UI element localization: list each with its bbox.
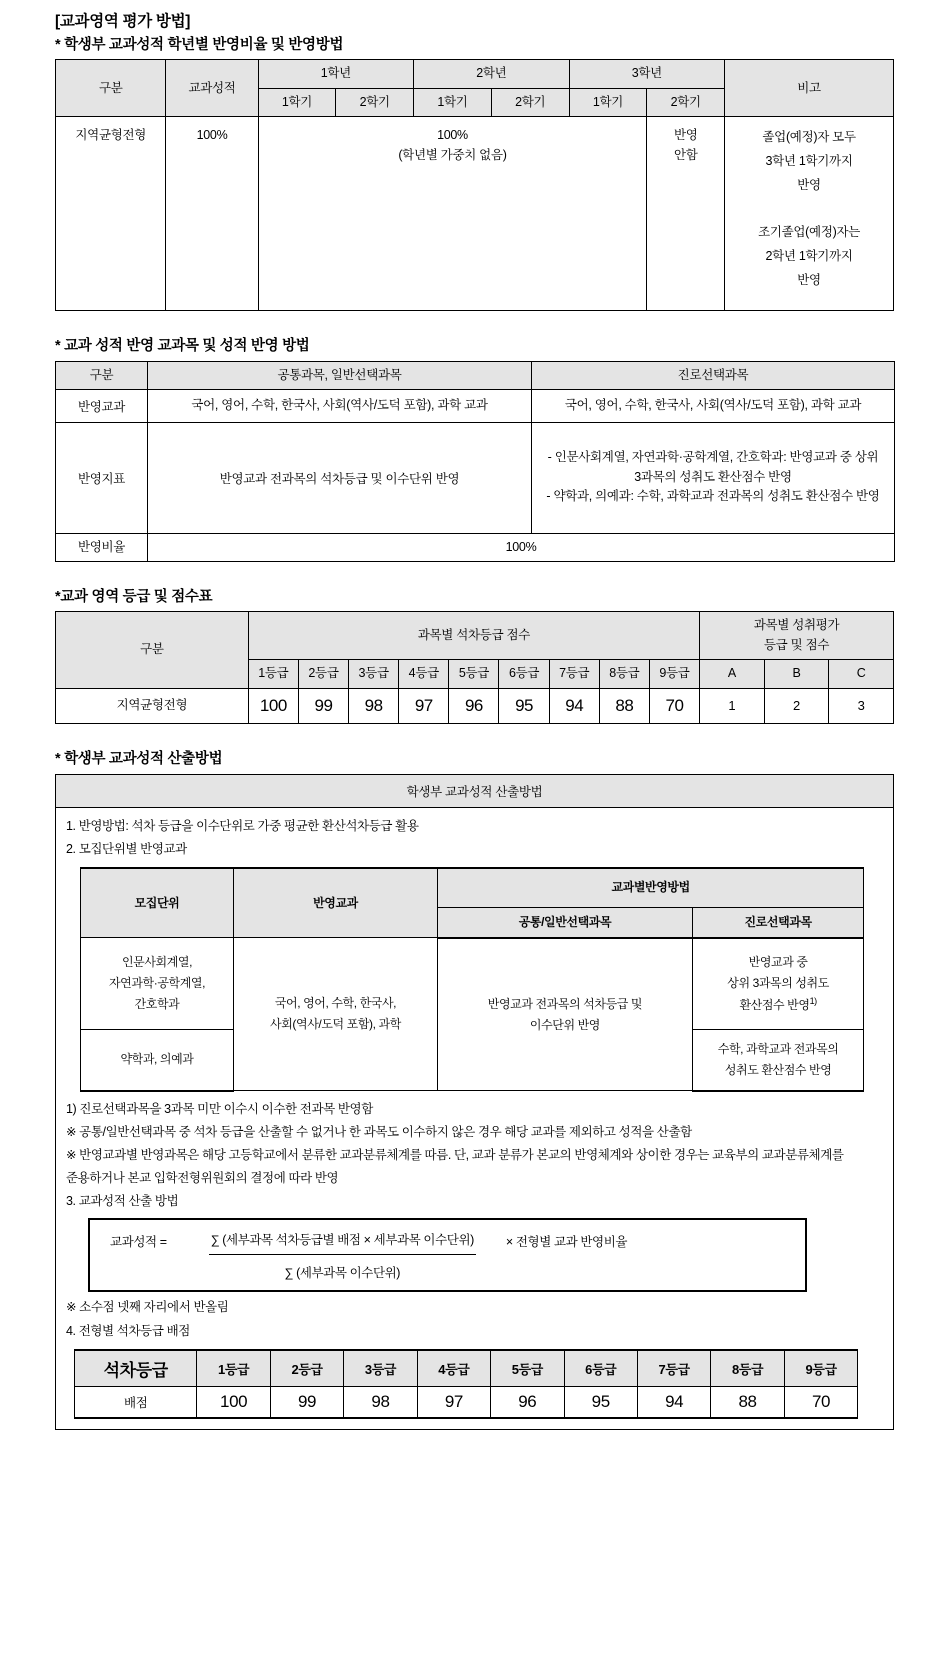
footnote-2: ※ 공통/일반선택과목 중 석차 등급을 산출할 수 없거나 한 과목도 이수하지 않은 경우 해당 교과를 제외하고 성적을 산출함: [66, 1124, 692, 1139]
cell-common-subject-list: 국어, 영어, 수학, 한국사, 사회(역사/도덕 포함), 과학 교과: [148, 390, 532, 422]
th-achievement-a: A: [700, 660, 765, 688]
career-method-text: 환산점수 반영: [739, 997, 810, 1012]
cell-reflected-subjects: [233, 938, 437, 1091]
th-grade-3: 3학년: [569, 60, 725, 88]
cell-common-indicator: 반영교과 전과목의 석차등급 및 이수단위 반영: [148, 422, 532, 533]
cell-row-label: 반영교과: [56, 390, 148, 422]
th-rank-grade: 석차등급: [75, 1350, 197, 1387]
career-method-line: 반영교과 중: [748, 954, 808, 969]
th-achievement-eval: [700, 612, 894, 660]
th-grade-4: 4등급: [417, 1350, 490, 1387]
th-g3-sem2: 2학기: [647, 88, 725, 116]
career-indicator-line: - 인문사회계열, 자연과학·공학계열, 간호학과: 반영교과 중 상위 3과목의 성취도 환산점수 반영: [547, 450, 879, 484]
career-method-line: 수학, 과학교과 전과목의: [717, 1041, 839, 1056]
th-g1-sem2: 2학기: [336, 88, 414, 116]
th-grade-2: 2학년: [414, 60, 570, 88]
subject-line: 사회(역사/도덕 포함), 과학: [270, 1017, 401, 1032]
cell-score-grade-9: 70: [649, 688, 699, 723]
table-header-row: [56, 612, 894, 660]
cell-row-label: 반영지표: [56, 422, 148, 533]
th-gubun: 구분: [56, 60, 166, 117]
th-achievement-b: B: [764, 660, 829, 688]
th-grade-8: 8등급: [599, 660, 649, 688]
th-grade-7: 7등급: [637, 1350, 710, 1387]
table-row: [56, 533, 895, 561]
remark-line: 3학년 1학기까지: [765, 153, 853, 168]
table-row: [75, 1386, 858, 1418]
cell-career-method-1: [692, 938, 863, 1030]
cell-allocation-grade-7: 94: [637, 1386, 710, 1418]
cell-unit-pharmacy-medicine: 약학과, 의예과: [81, 1029, 234, 1091]
cell-reflection-method: [258, 117, 647, 311]
formula-multiplier: × 전형별 교과 반영비율: [505, 1235, 628, 1250]
th-method-by-subject: 교과별반영방법: [437, 868, 863, 908]
career-method-line: 성취도 환산점수 반영: [724, 1062, 832, 1077]
footnote-marker: 1): [809, 995, 817, 1006]
common-method-line: 반영교과 전과목의 석차등급 및: [487, 996, 643, 1011]
cell-unit-humanities-science: [81, 938, 234, 1030]
th-grade-2: 2등급: [270, 1350, 343, 1387]
th-grade-5: 5등급: [491, 1350, 564, 1387]
calc-item-1: 1. 반영방법: 석차 등급을 이수단위로 가중 평균한 환산석차등급 활용: [66, 818, 419, 833]
cell-admission-type: 지역균형전형: [56, 117, 166, 311]
footnote-3: ※ 반영교과별 반영과목은 해당 고등학교에서 분류한 교과분류체계를 따름. 단, 교과 분류가 본교의 반영체계와 상이한 경우는 교육부의 교과분류체계를 준용하거나 본교 입학전형위원회의 결정에 따라 반영: [66, 1148, 844, 1186]
th-grade-9: 9등급: [649, 660, 699, 688]
subject-line: 국어, 영어, 수학, 한국사,: [274, 996, 397, 1011]
cell-common-method: [437, 938, 692, 1091]
career-indicator-line: - 약학과, 의예과: 수학, 과학교과 전과목의 성취도 환산점수 반영: [546, 489, 880, 504]
grade-allocation-table: [74, 1349, 858, 1419]
cell-score-grade-4: 97: [399, 688, 449, 723]
th-grade-5: 5등급: [449, 660, 499, 688]
remark-spacer: [730, 197, 888, 221]
table-header-row: [75, 1350, 858, 1387]
th-rank-grade-score: 과목별 석차등급 점수: [248, 612, 699, 660]
cell-allocation-grade-3: 98: [344, 1386, 417, 1418]
subject-reflection-table: [55, 361, 895, 562]
career-method-line-with-footnote: [697, 994, 859, 1016]
th-career-subjects: 진로선택과목: [532, 361, 895, 389]
th-grade-6: 6등급: [564, 1350, 637, 1387]
cell-score-grade-7: 94: [549, 688, 599, 723]
th-grade-4: 4등급: [399, 660, 449, 688]
th-common-subjects: 공통과목, 일반선택과목: [148, 361, 532, 389]
cell-allocation-grade-1: 100: [197, 1386, 270, 1418]
score-formula-box: [88, 1218, 807, 1292]
th-g2-sem2: 2학기: [491, 88, 569, 116]
reflection-ratio-table: [55, 59, 894, 311]
not-reflect-line-2: 안함: [673, 147, 698, 162]
cell-ratio-value: 100%: [148, 533, 895, 561]
cell-achievement-b: 2: [764, 688, 829, 723]
cell-remark: [725, 117, 894, 311]
cell-achievement-a: 1: [700, 688, 765, 723]
th-grade-2: 2등급: [298, 660, 348, 688]
th-g3-sem1: 1학기: [569, 88, 647, 116]
cell-score-grade-5: 96: [449, 688, 499, 723]
table-header-row: [81, 868, 864, 908]
remark-line: 졸업(예정)자 모두: [762, 130, 856, 145]
cell-allocation-grade-8: 88: [711, 1386, 784, 1418]
th-grade-7: 7등급: [549, 660, 599, 688]
achievement-line-2: 등급 및 점수: [763, 637, 830, 652]
table-row: [56, 390, 895, 422]
th-gubun: 구분: [56, 612, 249, 688]
section3-heading: *교과 영역 등급 및 점수표: [55, 588, 213, 605]
th-common-general-elective: 공통/일반선택과목: [437, 907, 692, 938]
th-g2-sem1: 1학기: [414, 88, 492, 116]
th-reflected-subject: 반영교과: [233, 868, 437, 938]
table-row: [81, 938, 864, 1030]
cell-ratio-label: 반영비율: [56, 533, 148, 561]
th-grade-8: 8등급: [711, 1350, 784, 1387]
cell-allocation-grade-9: 70: [784, 1386, 858, 1418]
table-row: [56, 117, 894, 311]
remark-line: 조기졸업(예정)자는: [758, 225, 861, 240]
remark-line: 반영: [797, 272, 821, 287]
formula-row: [98, 1230, 797, 1281]
th-g1-sem1: 1학기: [258, 88, 336, 116]
cell-allocation-grade-5: 96: [491, 1386, 564, 1418]
calculation-box-title: 학생부 교과성적 산출방법: [56, 775, 893, 808]
table-row: [56, 688, 894, 723]
reflection-main: 100%: [437, 128, 468, 143]
remark-line: 반영: [797, 177, 821, 192]
th-grade-1: 1학년: [258, 60, 414, 88]
reflection-sub: (학년별 가중치 없음): [398, 147, 507, 162]
cell-allocation-grade-4: 97: [417, 1386, 490, 1418]
th-career-elective: 진로선택과목: [692, 907, 863, 938]
calc-item-3: 3. 교과성적 산출 방법: [66, 1194, 179, 1209]
calculation-method-box: [55, 774, 894, 1430]
th-grade-3: 3등급: [344, 1350, 417, 1387]
section1-heading: * 학생부 교과성적 학년별 반영비율 및 반영방법: [55, 36, 344, 53]
th-grade-1: 1등급: [197, 1350, 270, 1387]
th-grade-6: 6등급: [499, 660, 549, 688]
cell-score-grade-6: 95: [499, 688, 549, 723]
achievement-line-1: 과목별 성취평가: [753, 618, 840, 633]
cell-ratio: 100%: [166, 117, 258, 311]
career-method-line: 상위 3과목의 성취도: [727, 975, 829, 990]
formula-denominator: ∑ (세부과목 이수단위): [284, 1266, 401, 1281]
not-reflect-line-1: 반영: [673, 128, 698, 143]
calc-item-4: 4. 전형별 석차등급 배점: [66, 1323, 190, 1338]
cell-career-subject-list: 국어, 영어, 수학, 한국사, 사회(역사/도덕 포함), 과학 교과: [532, 390, 895, 422]
page-title: [교과영역 평가 방법]: [55, 13, 191, 30]
unit-subject-method-table: [80, 867, 864, 1092]
th-grade-3: 3등급: [349, 660, 399, 688]
cell-allocation-grade-6: 95: [564, 1386, 637, 1418]
table-header-row: [56, 60, 894, 88]
table-row: [56, 422, 895, 533]
th-recruitment-unit: 모집단위: [81, 868, 234, 938]
formula-label: 교과성적 =: [110, 1235, 167, 1250]
th-achievement-c: C: [829, 660, 894, 688]
cell-allocation-label: 배점: [75, 1386, 197, 1418]
th-gubun: 구분: [56, 361, 148, 389]
section2-heading: * 교과 성적 반영 교과목 및 성적 반영 방법: [55, 338, 310, 355]
th-remark: 비고: [725, 60, 894, 117]
unit-line: 인문사회계열,: [121, 955, 193, 970]
cell-achievement-c: 3: [829, 688, 894, 723]
section4-heading: * 학생부 교과성적 산출방법: [55, 750, 223, 767]
cell-score-grade-2: 99: [298, 688, 348, 723]
grade-score-table: [55, 611, 894, 723]
unit-line: 자연과학·공학계열,: [108, 976, 206, 991]
rounding-note: ※ 소수점 넷째 자리에서 반올림: [66, 1300, 229, 1315]
common-method-line: 이수단위 반영: [529, 1017, 600, 1032]
cell-admission-type: 지역균형전형: [56, 688, 249, 723]
calc-item-2: 2. 모집단위별 반영교과: [66, 841, 187, 856]
remark-line: 2학년 1학기까지: [765, 248, 853, 263]
cell-allocation-grade-2: 99: [270, 1386, 343, 1418]
unit-line: 간호학과: [134, 997, 180, 1012]
cell-not-reflected: [647, 117, 725, 311]
table-header-row: [56, 361, 895, 389]
th-grade-9: 9등급: [784, 1350, 858, 1387]
calculation-box-body: [56, 808, 893, 1429]
cell-score-grade-1: 100: [248, 688, 298, 723]
formula-fraction: [205, 1230, 480, 1281]
cell-score-grade-3: 98: [349, 688, 399, 723]
th-grade-1: 1등급: [248, 660, 298, 688]
cell-score-grade-8: 88: [599, 688, 649, 723]
footnote-1: 1) 진로선택과목을 3과목 미만 이수시 이수한 전과목 반영함: [66, 1101, 373, 1116]
cell-career-method-2: [692, 1029, 863, 1091]
th-subject-score: 교과성적: [166, 60, 258, 117]
cell-career-indicator: [532, 422, 895, 533]
formula-numerator: ∑ (세부과목 석차등급별 배점 × 세부과목 이수단위): [210, 1233, 474, 1248]
